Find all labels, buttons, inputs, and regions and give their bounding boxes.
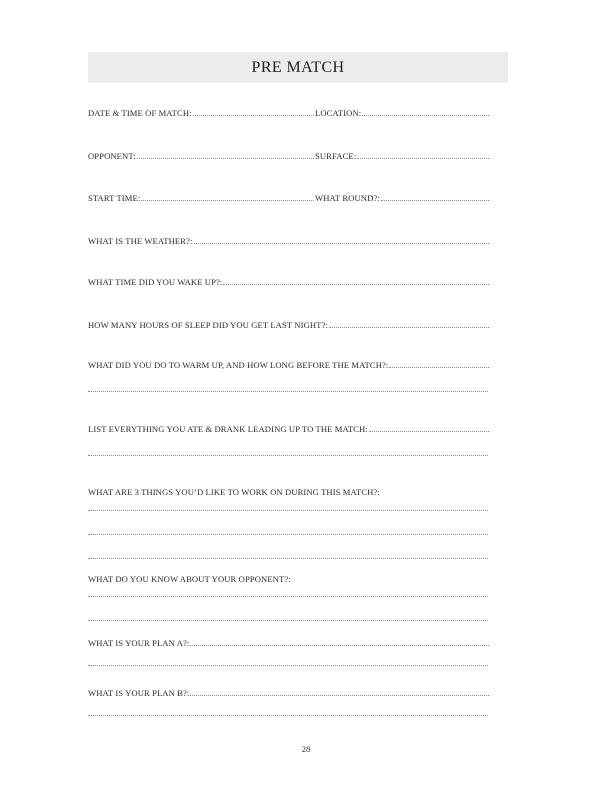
wake-up-field[interactable] bbox=[88, 273, 490, 287]
plan-a-field[interactable] bbox=[88, 634, 490, 648]
sleep-field[interactable] bbox=[88, 316, 490, 330]
location-label: LOCATION: bbox=[315, 108, 362, 119]
plan-b-field[interactable] bbox=[88, 684, 490, 698]
wake-up-blank[interactable] bbox=[223, 284, 489, 285]
row-date-location bbox=[88, 104, 490, 118]
surface-label: SURFACE: bbox=[315, 151, 357, 162]
opponent-label: OPPONENT: bbox=[88, 151, 136, 162]
plan-b-extra-line[interactable] bbox=[88, 715, 488, 716]
page-title: PRE MATCH bbox=[251, 58, 345, 76]
know-opponent-line-2[interactable] bbox=[88, 620, 488, 621]
location-field[interactable] bbox=[315, 104, 490, 118]
plan-a-extra-line[interactable] bbox=[88, 665, 488, 666]
surface-blank[interactable] bbox=[357, 158, 489, 159]
warm-up-field[interactable] bbox=[88, 356, 490, 370]
location-blank[interactable] bbox=[362, 115, 489, 116]
know-opponent-label: WHAT DO YOU KNOW ABOUT YOUR OPPONENT?: bbox=[88, 574, 291, 585]
plan-b-blank[interactable] bbox=[190, 695, 489, 696]
weather-blank[interactable] bbox=[194, 243, 490, 244]
opponent-blank[interactable] bbox=[137, 158, 314, 159]
know-opponent-field bbox=[88, 570, 490, 584]
row-start-round bbox=[88, 189, 490, 203]
date-time-label: DATE & TIME OF MATCH: bbox=[88, 108, 192, 119]
ate-drank-label: LIST EVERYTHING YOU ATE & DRANK LEADING UP TO THE MATCH: bbox=[88, 424, 368, 435]
weather-label: WHAT IS THE WEATHER?: bbox=[88, 236, 193, 247]
start-time-label: START TIME: bbox=[88, 193, 141, 204]
date-time-blank[interactable] bbox=[193, 115, 314, 116]
warm-up-blank[interactable] bbox=[389, 367, 489, 368]
wake-up-label: WHAT TIME DID YOU WAKE UP?: bbox=[88, 277, 223, 288]
work-on-field bbox=[88, 483, 490, 497]
ate-drank-blank[interactable] bbox=[369, 431, 489, 432]
warm-up-extra-line[interactable] bbox=[88, 391, 488, 392]
start-time-field[interactable] bbox=[88, 189, 315, 203]
date-time-field[interactable] bbox=[88, 104, 315, 118]
section-header bbox=[88, 52, 508, 83]
warm-up-label: WHAT DID YOU DO TO WARM UP, AND HOW LONG BEFORE THE MATCH?: bbox=[88, 360, 389, 371]
round-blank[interactable] bbox=[381, 200, 489, 201]
plan-b-label: WHAT IS YOUR PLAN B?: bbox=[88, 688, 190, 699]
opponent-field[interactable] bbox=[88, 147, 315, 161]
work-on-line-1[interactable] bbox=[88, 510, 488, 511]
ate-drank-field[interactable] bbox=[88, 420, 490, 434]
work-on-line-3[interactable] bbox=[88, 558, 488, 559]
sleep-label: HOW MANY HOURS OF SLEEP DID YOU GET LAST NIGHT?: bbox=[88, 320, 328, 331]
weather-field[interactable] bbox=[88, 232, 490, 246]
start-time-blank[interactable] bbox=[141, 200, 314, 201]
work-on-label: WHAT ARE 3 THINGS YOU’D LIKE TO WORK ON DURING THIS MATCH?: bbox=[88, 487, 380, 498]
know-opponent-line-1[interactable] bbox=[88, 596, 488, 597]
plan-a-label: WHAT IS YOUR PLAN A?: bbox=[88, 638, 190, 649]
sleep-blank[interactable] bbox=[329, 327, 489, 328]
work-on-line-2[interactable] bbox=[88, 534, 488, 535]
row-opponent-surface bbox=[88, 147, 490, 161]
round-field[interactable] bbox=[315, 189, 490, 203]
ate-drank-extra-line[interactable] bbox=[88, 455, 488, 456]
plan-a-blank[interactable] bbox=[190, 645, 489, 646]
surface-field[interactable] bbox=[315, 147, 490, 161]
round-label: WHAT ROUND?: bbox=[315, 193, 380, 204]
page-number: 28 bbox=[301, 744, 311, 754]
